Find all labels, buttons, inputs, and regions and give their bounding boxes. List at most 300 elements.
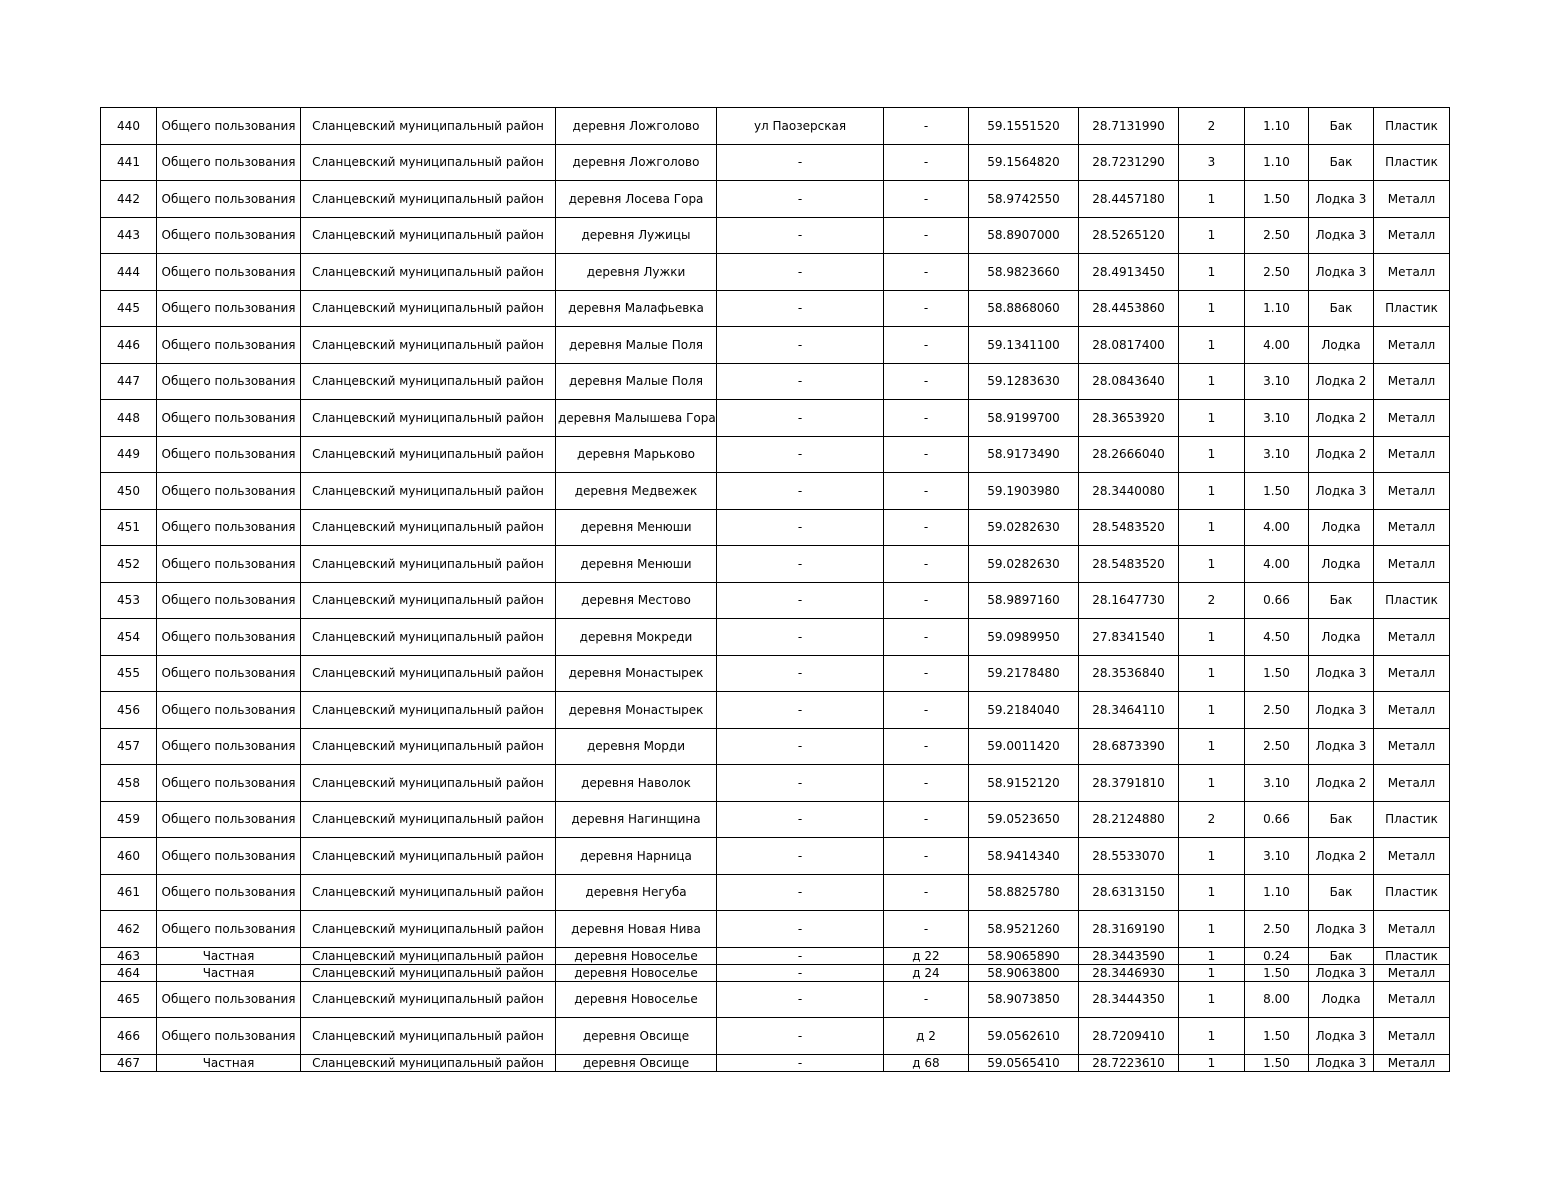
container-count-cell: 1 — [1179, 947, 1245, 964]
settlement-cell: деревня Овсище — [556, 1018, 717, 1055]
table-row — [101, 181, 1450, 218]
street-cell: - — [717, 838, 884, 875]
longitude-cell: 28.5483520 — [1079, 509, 1179, 546]
container-count-cell: 1 — [1179, 765, 1245, 802]
container-count-cell: 1 — [1179, 692, 1245, 729]
table-row — [101, 400, 1450, 437]
latitude-cell: 59.1283630 — [969, 363, 1079, 400]
container-type-cell: Лодка 3 — [1309, 964, 1374, 981]
latitude-cell: 59.1903980 — [969, 473, 1079, 510]
volume-cell: 1.10 — [1245, 108, 1309, 145]
volume-cell: 0.66 — [1245, 801, 1309, 838]
volume-cell: 1.10 — [1245, 874, 1309, 911]
container-count-cell: 1 — [1179, 728, 1245, 765]
volume-cell: 4.00 — [1245, 509, 1309, 546]
table-row — [101, 619, 1450, 656]
table-row — [101, 964, 1450, 981]
volume-cell: 1.10 — [1245, 144, 1309, 181]
district-cell: Сланцевский муниципальный район — [301, 692, 556, 729]
row-number-cell: 456 — [101, 692, 157, 729]
table-row — [101, 728, 1450, 765]
street-cell: - — [717, 290, 884, 327]
latitude-cell: 59.1551520 — [969, 108, 1079, 145]
house-cell: - — [884, 838, 969, 875]
district-cell: Сланцевский муниципальный район — [301, 947, 556, 964]
volume-cell: 4.50 — [1245, 619, 1309, 656]
table-row — [101, 582, 1450, 619]
material-cell: Металл — [1374, 254, 1450, 291]
volume-cell: 2.50 — [1245, 692, 1309, 729]
row-number-cell: 448 — [101, 400, 157, 437]
usage-type-cell: Общего пользования — [157, 254, 301, 291]
row-number-cell: 464 — [101, 964, 157, 981]
latitude-cell: 59.0523650 — [969, 801, 1079, 838]
usage-type-cell: Общего пользования — [157, 619, 301, 656]
longitude-cell: 28.5533070 — [1079, 838, 1179, 875]
container-type-cell: Лодка 3 — [1309, 911, 1374, 948]
volume-cell: 3.10 — [1245, 436, 1309, 473]
usage-type-cell: Общего пользования — [157, 655, 301, 692]
material-cell: Пластик — [1374, 801, 1450, 838]
house-cell: - — [884, 801, 969, 838]
volume-cell: 3.10 — [1245, 838, 1309, 875]
house-cell: - — [884, 363, 969, 400]
district-cell: Сланцевский муниципальный район — [301, 290, 556, 327]
settlement-cell: деревня Марьково — [556, 436, 717, 473]
house-cell: - — [884, 290, 969, 327]
settlement-cell: деревня Местово — [556, 582, 717, 619]
volume-cell: 2.50 — [1245, 728, 1309, 765]
street-cell: - — [717, 911, 884, 948]
container-type-cell: Бак — [1309, 947, 1374, 964]
house-cell: д 68 — [884, 1054, 969, 1071]
longitude-cell: 28.3464110 — [1079, 692, 1179, 729]
street-cell: - — [717, 728, 884, 765]
row-number-cell: 466 — [101, 1018, 157, 1055]
district-cell: Сланцевский муниципальный район — [301, 400, 556, 437]
settlement-cell: деревня Монастырек — [556, 655, 717, 692]
settlement-cell: деревня Нагинщина — [556, 801, 717, 838]
row-number-cell: 445 — [101, 290, 157, 327]
settlement-cell: деревня Малышева Гора — [556, 400, 717, 437]
latitude-cell: 58.8907000 — [969, 217, 1079, 254]
volume-cell: 1.10 — [1245, 290, 1309, 327]
longitude-cell: 28.3653920 — [1079, 400, 1179, 437]
table-row — [101, 692, 1450, 729]
material-cell: Пластик — [1374, 108, 1450, 145]
longitude-cell: 28.0843640 — [1079, 363, 1179, 400]
settlement-cell: деревня Менюши — [556, 509, 717, 546]
row-number-cell: 467 — [101, 1054, 157, 1071]
latitude-cell: 58.9173490 — [969, 436, 1079, 473]
material-cell: Пластик — [1374, 144, 1450, 181]
house-cell: д 24 — [884, 964, 969, 981]
usage-type-cell: Общего пользования — [157, 546, 301, 583]
usage-type-cell: Общего пользования — [157, 181, 301, 218]
settlement-cell: деревня Малафьевка — [556, 290, 717, 327]
street-cell: - — [717, 692, 884, 729]
material-cell: Металл — [1374, 728, 1450, 765]
usage-type-cell: Общего пользования — [157, 874, 301, 911]
street-cell: - — [717, 327, 884, 364]
district-cell: Сланцевский муниципальный район — [301, 546, 556, 583]
material-cell: Металл — [1374, 546, 1450, 583]
settlement-cell: деревня Мокреди — [556, 619, 717, 656]
settlement-cell: деревня Овсище — [556, 1054, 717, 1071]
settlement-cell: деревня Ложголово — [556, 108, 717, 145]
usage-type-cell: Общего пользования — [157, 436, 301, 473]
table-row — [101, 981, 1450, 1018]
container-type-cell: Лодка 2 — [1309, 765, 1374, 802]
table-row — [101, 290, 1450, 327]
usage-type-cell: Общего пользования — [157, 911, 301, 948]
container-type-cell: Лодка — [1309, 619, 1374, 656]
material-cell: Пластик — [1374, 582, 1450, 619]
volume-cell: 1.50 — [1245, 181, 1309, 218]
volume-cell: 3.10 — [1245, 765, 1309, 802]
settlement-cell: деревня Монастырек — [556, 692, 717, 729]
volume-cell: 2.50 — [1245, 217, 1309, 254]
longitude-cell: 28.2666040 — [1079, 436, 1179, 473]
table-body — [101, 108, 1450, 1072]
container-type-cell: Бак — [1309, 144, 1374, 181]
settlement-cell: деревня Новая Нива — [556, 911, 717, 948]
latitude-cell: 59.0011420 — [969, 728, 1079, 765]
container-type-cell: Лодка — [1309, 327, 1374, 364]
street-cell: - — [717, 254, 884, 291]
district-cell: Сланцевский муниципальный район — [301, 765, 556, 802]
usage-type-cell: Частная — [157, 1054, 301, 1071]
usage-type-cell: Общего пользования — [157, 400, 301, 437]
volume-cell: 2.50 — [1245, 254, 1309, 291]
settlement-cell: деревня Новоселье — [556, 964, 717, 981]
house-cell: - — [884, 765, 969, 802]
house-cell: - — [884, 981, 969, 1018]
usage-type-cell: Общего пользования — [157, 473, 301, 510]
settlement-cell: деревня Наволок — [556, 765, 717, 802]
usage-type-cell: Общего пользования — [157, 1018, 301, 1055]
material-cell: Металл — [1374, 363, 1450, 400]
house-cell: - — [884, 108, 969, 145]
district-cell: Сланцевский муниципальный район — [301, 181, 556, 218]
longitude-cell: 28.3440080 — [1079, 473, 1179, 510]
latitude-cell: 59.1341100 — [969, 327, 1079, 364]
material-cell: Металл — [1374, 838, 1450, 875]
row-number-cell: 451 — [101, 509, 157, 546]
house-cell: - — [884, 546, 969, 583]
usage-type-cell: Общего пользования — [157, 765, 301, 802]
table-row — [101, 947, 1450, 964]
street-cell: - — [717, 509, 884, 546]
settlement-cell: деревня Лужки — [556, 254, 717, 291]
usage-type-cell: Общего пользования — [157, 582, 301, 619]
district-cell: Сланцевский муниципальный район — [301, 728, 556, 765]
district-cell: Сланцевский муниципальный район — [301, 582, 556, 619]
container-count-cell: 1 — [1179, 1018, 1245, 1055]
district-cell: Сланцевский муниципальный район — [301, 964, 556, 981]
table-row — [101, 801, 1450, 838]
longitude-cell: 28.7209410 — [1079, 1018, 1179, 1055]
house-cell: - — [884, 582, 969, 619]
settlement-cell: деревня Малые Поля — [556, 327, 717, 364]
table-row — [101, 546, 1450, 583]
row-number-cell: 465 — [101, 981, 157, 1018]
row-number-cell: 455 — [101, 655, 157, 692]
row-number-cell: 446 — [101, 327, 157, 364]
container-type-cell: Лодка 2 — [1309, 838, 1374, 875]
container-count-cell: 1 — [1179, 254, 1245, 291]
usage-type-cell: Общего пользования — [157, 981, 301, 1018]
house-cell: - — [884, 728, 969, 765]
house-cell: - — [884, 874, 969, 911]
volume-cell: 1.50 — [1245, 655, 1309, 692]
volume-cell: 4.00 — [1245, 327, 1309, 364]
material-cell: Металл — [1374, 981, 1450, 1018]
district-cell: Сланцевский муниципальный район — [301, 1018, 556, 1055]
container-count-cell: 1 — [1179, 874, 1245, 911]
material-cell: Металл — [1374, 473, 1450, 510]
row-number-cell: 459 — [101, 801, 157, 838]
table-row — [101, 217, 1450, 254]
material-cell: Металл — [1374, 509, 1450, 546]
container-type-cell: Бак — [1309, 801, 1374, 838]
latitude-cell: 58.9063800 — [969, 964, 1079, 981]
settlement-cell: деревня Лужицы — [556, 217, 717, 254]
container-type-cell: Лодка 3 — [1309, 655, 1374, 692]
table-row — [101, 1054, 1450, 1071]
table-row — [101, 363, 1450, 400]
district-cell: Сланцевский муниципальный район — [301, 619, 556, 656]
volume-cell: 1.50 — [1245, 1054, 1309, 1071]
district-cell: Сланцевский муниципальный район — [301, 911, 556, 948]
usage-type-cell: Общего пользования — [157, 838, 301, 875]
usage-type-cell: Общего пользования — [157, 509, 301, 546]
street-cell: - — [717, 655, 884, 692]
street-cell: - — [717, 363, 884, 400]
container-type-cell: Бак — [1309, 290, 1374, 327]
container-count-cell: 1 — [1179, 509, 1245, 546]
container-count-cell: 1 — [1179, 655, 1245, 692]
settlement-cell: деревня Ложголово — [556, 144, 717, 181]
district-cell: Сланцевский муниципальный район — [301, 838, 556, 875]
table-row — [101, 1018, 1450, 1055]
usage-type-cell: Общего пользования — [157, 327, 301, 364]
latitude-cell: 58.9073850 — [969, 981, 1079, 1018]
settlement-cell: деревня Менюши — [556, 546, 717, 583]
row-number-cell: 461 — [101, 874, 157, 911]
latitude-cell: 59.0565410 — [969, 1054, 1079, 1071]
container-count-cell: 1 — [1179, 181, 1245, 218]
street-cell: - — [717, 947, 884, 964]
container-type-cell: Лодка 2 — [1309, 436, 1374, 473]
material-cell: Пластик — [1374, 290, 1450, 327]
house-cell: - — [884, 911, 969, 948]
volume-cell: 0.66 — [1245, 582, 1309, 619]
longitude-cell: 28.4457180 — [1079, 181, 1179, 218]
material-cell: Металл — [1374, 765, 1450, 802]
latitude-cell: 58.9065890 — [969, 947, 1079, 964]
volume-cell: 2.50 — [1245, 911, 1309, 948]
latitude-cell: 58.9823660 — [969, 254, 1079, 291]
latitude-cell: 59.0562610 — [969, 1018, 1079, 1055]
house-cell: - — [884, 400, 969, 437]
row-number-cell: 440 — [101, 108, 157, 145]
district-cell: Сланцевский муниципальный район — [301, 108, 556, 145]
row-number-cell: 449 — [101, 436, 157, 473]
street-cell: - — [717, 619, 884, 656]
longitude-cell: 28.7223610 — [1079, 1054, 1179, 1071]
latitude-cell: 59.0282630 — [969, 546, 1079, 583]
container-type-cell: Лодка 3 — [1309, 181, 1374, 218]
district-cell: Сланцевский муниципальный район — [301, 874, 556, 911]
district-cell: Сланцевский муниципальный район — [301, 1054, 556, 1071]
row-number-cell: 463 — [101, 947, 157, 964]
street-cell: ул Паозерская — [717, 108, 884, 145]
settlement-cell: деревня Нарница — [556, 838, 717, 875]
street-cell: - — [717, 436, 884, 473]
latitude-cell: 58.9521260 — [969, 911, 1079, 948]
material-cell: Металл — [1374, 911, 1450, 948]
usage-type-cell: Общего пользования — [157, 217, 301, 254]
settlement-cell: деревня Морди — [556, 728, 717, 765]
volume-cell: 1.50 — [1245, 964, 1309, 981]
street-cell: - — [717, 400, 884, 437]
latitude-cell: 58.9414340 — [969, 838, 1079, 875]
longitude-cell: 28.4453860 — [1079, 290, 1179, 327]
material-cell: Металл — [1374, 964, 1450, 981]
volume-cell: 8.00 — [1245, 981, 1309, 1018]
table-row — [101, 473, 1450, 510]
usage-type-cell: Общего пользования — [157, 144, 301, 181]
table-row — [101, 254, 1450, 291]
house-cell: - — [884, 655, 969, 692]
container-count-cell: 1 — [1179, 473, 1245, 510]
longitude-cell: 28.5265120 — [1079, 217, 1179, 254]
container-count-cell: 2 — [1179, 108, 1245, 145]
latitude-cell: 58.9199700 — [969, 400, 1079, 437]
row-number-cell: 453 — [101, 582, 157, 619]
street-cell: - — [717, 1018, 884, 1055]
row-number-cell: 457 — [101, 728, 157, 765]
longitude-cell: 28.3536840 — [1079, 655, 1179, 692]
street-cell: - — [717, 874, 884, 911]
container-type-cell: Лодка — [1309, 509, 1374, 546]
district-cell: Сланцевский муниципальный район — [301, 473, 556, 510]
latitude-cell: 59.0989950 — [969, 619, 1079, 656]
volume-cell: 0.24 — [1245, 947, 1309, 964]
row-number-cell: 441 — [101, 144, 157, 181]
material-cell: Металл — [1374, 181, 1450, 218]
container-type-cell: Бак — [1309, 874, 1374, 911]
container-count-cell: 1 — [1179, 1054, 1245, 1071]
container-count-cell: 1 — [1179, 964, 1245, 981]
material-cell: Металл — [1374, 692, 1450, 729]
volume-cell: 3.10 — [1245, 400, 1309, 437]
container-count-cell: 2 — [1179, 582, 1245, 619]
latitude-cell: 59.0282630 — [969, 509, 1079, 546]
usage-type-cell: Общего пользования — [157, 692, 301, 729]
latitude-cell: 59.2184040 — [969, 692, 1079, 729]
house-cell: - — [884, 144, 969, 181]
longitude-cell: 28.7231290 — [1079, 144, 1179, 181]
longitude-cell: 28.1647730 — [1079, 582, 1179, 619]
street-cell: - — [717, 765, 884, 802]
longitude-cell: 28.3443590 — [1079, 947, 1179, 964]
table-row — [101, 838, 1450, 875]
container-count-cell: 1 — [1179, 327, 1245, 364]
settlement-cell: деревня Новоселье — [556, 947, 717, 964]
longitude-cell: 28.3791810 — [1079, 765, 1179, 802]
latitude-cell: 59.2178480 — [969, 655, 1079, 692]
longitude-cell: 28.6873390 — [1079, 728, 1179, 765]
container-count-cell: 3 — [1179, 144, 1245, 181]
latitude-cell: 58.9897160 — [969, 582, 1079, 619]
material-cell: Пластик — [1374, 947, 1450, 964]
district-cell: Сланцевский муниципальный район — [301, 509, 556, 546]
street-cell: - — [717, 964, 884, 981]
table-row — [101, 911, 1450, 948]
house-cell: - — [884, 692, 969, 729]
district-cell: Сланцевский муниципальный район — [301, 655, 556, 692]
row-number-cell: 460 — [101, 838, 157, 875]
district-cell: Сланцевский муниципальный район — [301, 981, 556, 1018]
container-count-cell: 1 — [1179, 290, 1245, 327]
container-count-cell: 1 — [1179, 363, 1245, 400]
longitude-cell: 28.3444350 — [1079, 981, 1179, 1018]
street-cell: - — [717, 546, 884, 583]
material-cell: Металл — [1374, 327, 1450, 364]
street-cell: - — [717, 1054, 884, 1071]
settlement-cell: деревня Негуба — [556, 874, 717, 911]
material-cell: Металл — [1374, 436, 1450, 473]
material-cell: Металл — [1374, 619, 1450, 656]
usage-type-cell: Частная — [157, 947, 301, 964]
latitude-cell: 59.1564820 — [969, 144, 1079, 181]
house-cell: - — [884, 181, 969, 218]
table-row — [101, 108, 1450, 145]
longitude-cell: 28.0817400 — [1079, 327, 1179, 364]
container-count-cell: 1 — [1179, 911, 1245, 948]
usage-type-cell: Общего пользования — [157, 108, 301, 145]
longitude-cell: 28.3169190 — [1079, 911, 1179, 948]
settlement-cell: деревня Медвежек — [556, 473, 717, 510]
container-type-cell: Бак — [1309, 582, 1374, 619]
usage-type-cell: Общего пользования — [157, 363, 301, 400]
settlement-cell: деревня Новоселье — [556, 981, 717, 1018]
row-number-cell: 447 — [101, 363, 157, 400]
material-cell: Пластик — [1374, 874, 1450, 911]
material-cell: Металл — [1374, 217, 1450, 254]
street-cell: - — [717, 181, 884, 218]
settlement-cell: деревня Лосева Гора — [556, 181, 717, 218]
row-number-cell: 443 — [101, 217, 157, 254]
container-type-cell: Лодка 3 — [1309, 1018, 1374, 1055]
house-cell: - — [884, 327, 969, 364]
usage-type-cell: Общего пользования — [157, 290, 301, 327]
longitude-cell: 28.7131990 — [1079, 108, 1179, 145]
house-cell: - — [884, 619, 969, 656]
district-cell: Сланцевский муниципальный район — [301, 254, 556, 291]
container-count-cell: 1 — [1179, 436, 1245, 473]
house-cell: - — [884, 254, 969, 291]
container-type-cell: Лодка 3 — [1309, 473, 1374, 510]
longitude-cell: 28.5483520 — [1079, 546, 1179, 583]
row-number-cell: 454 — [101, 619, 157, 656]
volume-cell: 1.50 — [1245, 1018, 1309, 1055]
container-type-cell: Лодка 2 — [1309, 363, 1374, 400]
district-cell: Сланцевский муниципальный район — [301, 217, 556, 254]
table-row — [101, 509, 1450, 546]
